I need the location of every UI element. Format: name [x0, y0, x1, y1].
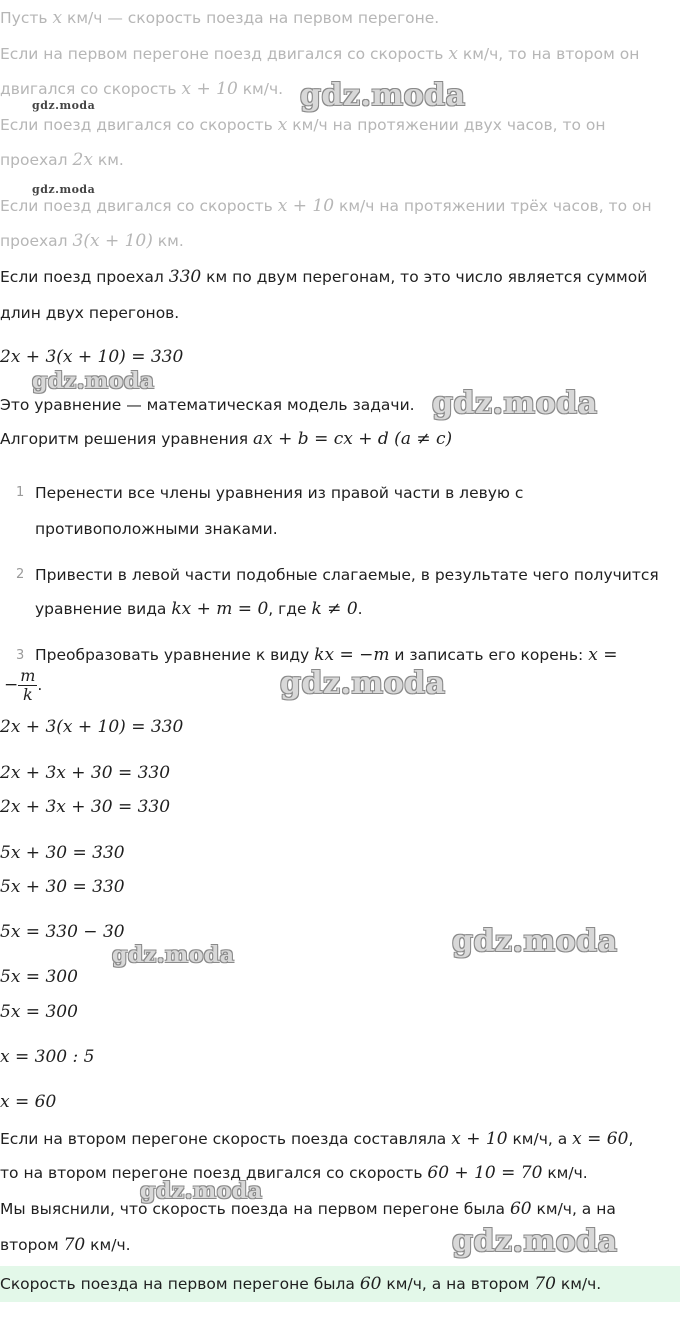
intro-line-9: длин двух перегонов. — [0, 304, 180, 322]
solution-step: 5x = 330 − 30 — [0, 922, 125, 942]
solution-step: 5x + 30 = 330 — [0, 843, 125, 863]
intro-line-8: Если поезд проехал 330 км по двум перегонам, то это число является суммой — [0, 267, 648, 287]
step-3-root: − $\frac{m}{k}$ . — [4, 666, 43, 704]
watermark: gdz.moda — [112, 942, 235, 968]
solution-step: x = 300 : 5 — [0, 1047, 95, 1067]
root-fraction: $\frac{m}{k}$ — [20, 666, 36, 704]
watermark: gdz.moda — [32, 368, 155, 394]
algorithm-heading: Алгоритм решения уравнения ax + b = cx + d (a ≠ c) — [0, 429, 453, 449]
solution-step: 5x = 300 — [0, 967, 78, 987]
step-number-3: 3 — [16, 648, 25, 663]
model-sentence: Это уравнение — математическая модель задачи. — [0, 396, 415, 414]
solution-step: 2x + 3x + 30 = 330 — [0, 763, 171, 783]
answer-text: Скорость поезда на первом перегоне была 60 км/ч, а на втором 70 км/ч. — [0, 1274, 602, 1294]
model-equation: 2x + 3(x + 10) = 330 — [0, 347, 184, 367]
intro-line-3: двигался со скорость x + 10 км/ч. — [0, 79, 284, 99]
conclusion-line-3: Мы выяснили, что скорость поезда на первом перегоне была 60 км/ч, а на — [0, 1199, 616, 1219]
step-2-line-1: Привести в левой части подобные слагаемые, в результате чего получится — [35, 566, 659, 584]
answer-box — [0, 1266, 680, 1302]
conclusion-line-4: втором 70 км/ч. — [0, 1235, 131, 1255]
intro-line-5: проехал 2x км. — [0, 150, 124, 170]
watermark: gdz.moda — [452, 1224, 618, 1259]
watermark: gdz.moda — [280, 666, 446, 701]
solution-step: 2x + 3x + 30 = 330 — [0, 797, 171, 817]
intro-line-1: Пусть x км/ч — скорость поезда на первом перегоне. — [0, 8, 440, 28]
watermark: gdz.moda — [300, 78, 466, 113]
conclusion-line-2: то на втором перегоне поезд двигался со скорость 60 + 10 = 70 км/ч. — [0, 1163, 588, 1183]
intro-line-4: Если поезд двигался со скорость x км/ч на протяжении двух часов, то он — [0, 115, 606, 135]
solution-step: 5x + 30 = 330 — [0, 877, 125, 897]
watermark: gdz.moda — [452, 924, 618, 959]
watermark: gdz.moda — [32, 99, 96, 112]
watermark: gdz.moda — [32, 183, 96, 196]
solution-step: 5x = 300 — [0, 1002, 78, 1022]
watermark: gdz.moda — [140, 1178, 263, 1204]
conclusion-line-1: Если на втором перегоне скорость поезда составляла x + 10 км/ч, а x = 60, — [0, 1129, 634, 1149]
step-number-2: 2 — [16, 567, 25, 582]
watermark: gdz.moda — [432, 386, 598, 421]
step-1-line-1: Перенести все члены уравнения из правой части в левую с — [35, 484, 524, 502]
step-number-1: 1 — [16, 485, 25, 500]
intro-line-2: Если на первом перегоне поезд двигался со скорость x км/ч, то на втором он — [0, 44, 640, 64]
intro-line-6: Если поезд двигался со скорость x + 10 км/ч на протяжении трёх часов, то он — [0, 196, 652, 216]
step-1-line-2: противоположными знаками. — [35, 520, 278, 538]
intro-line-7: проехал 3(x + 10) км. — [0, 231, 184, 251]
solution-step: x = 60 — [0, 1092, 57, 1112]
step-2-line-2: уравнение вида kx + m = 0, где k ≠ 0. — [35, 599, 363, 619]
step-3-line-1: Преобразовать уравнение к виду kx = −m и записать его корень: x = — [35, 645, 618, 665]
solution-step: 2x + 3(x + 10) = 330 — [0, 717, 184, 737]
